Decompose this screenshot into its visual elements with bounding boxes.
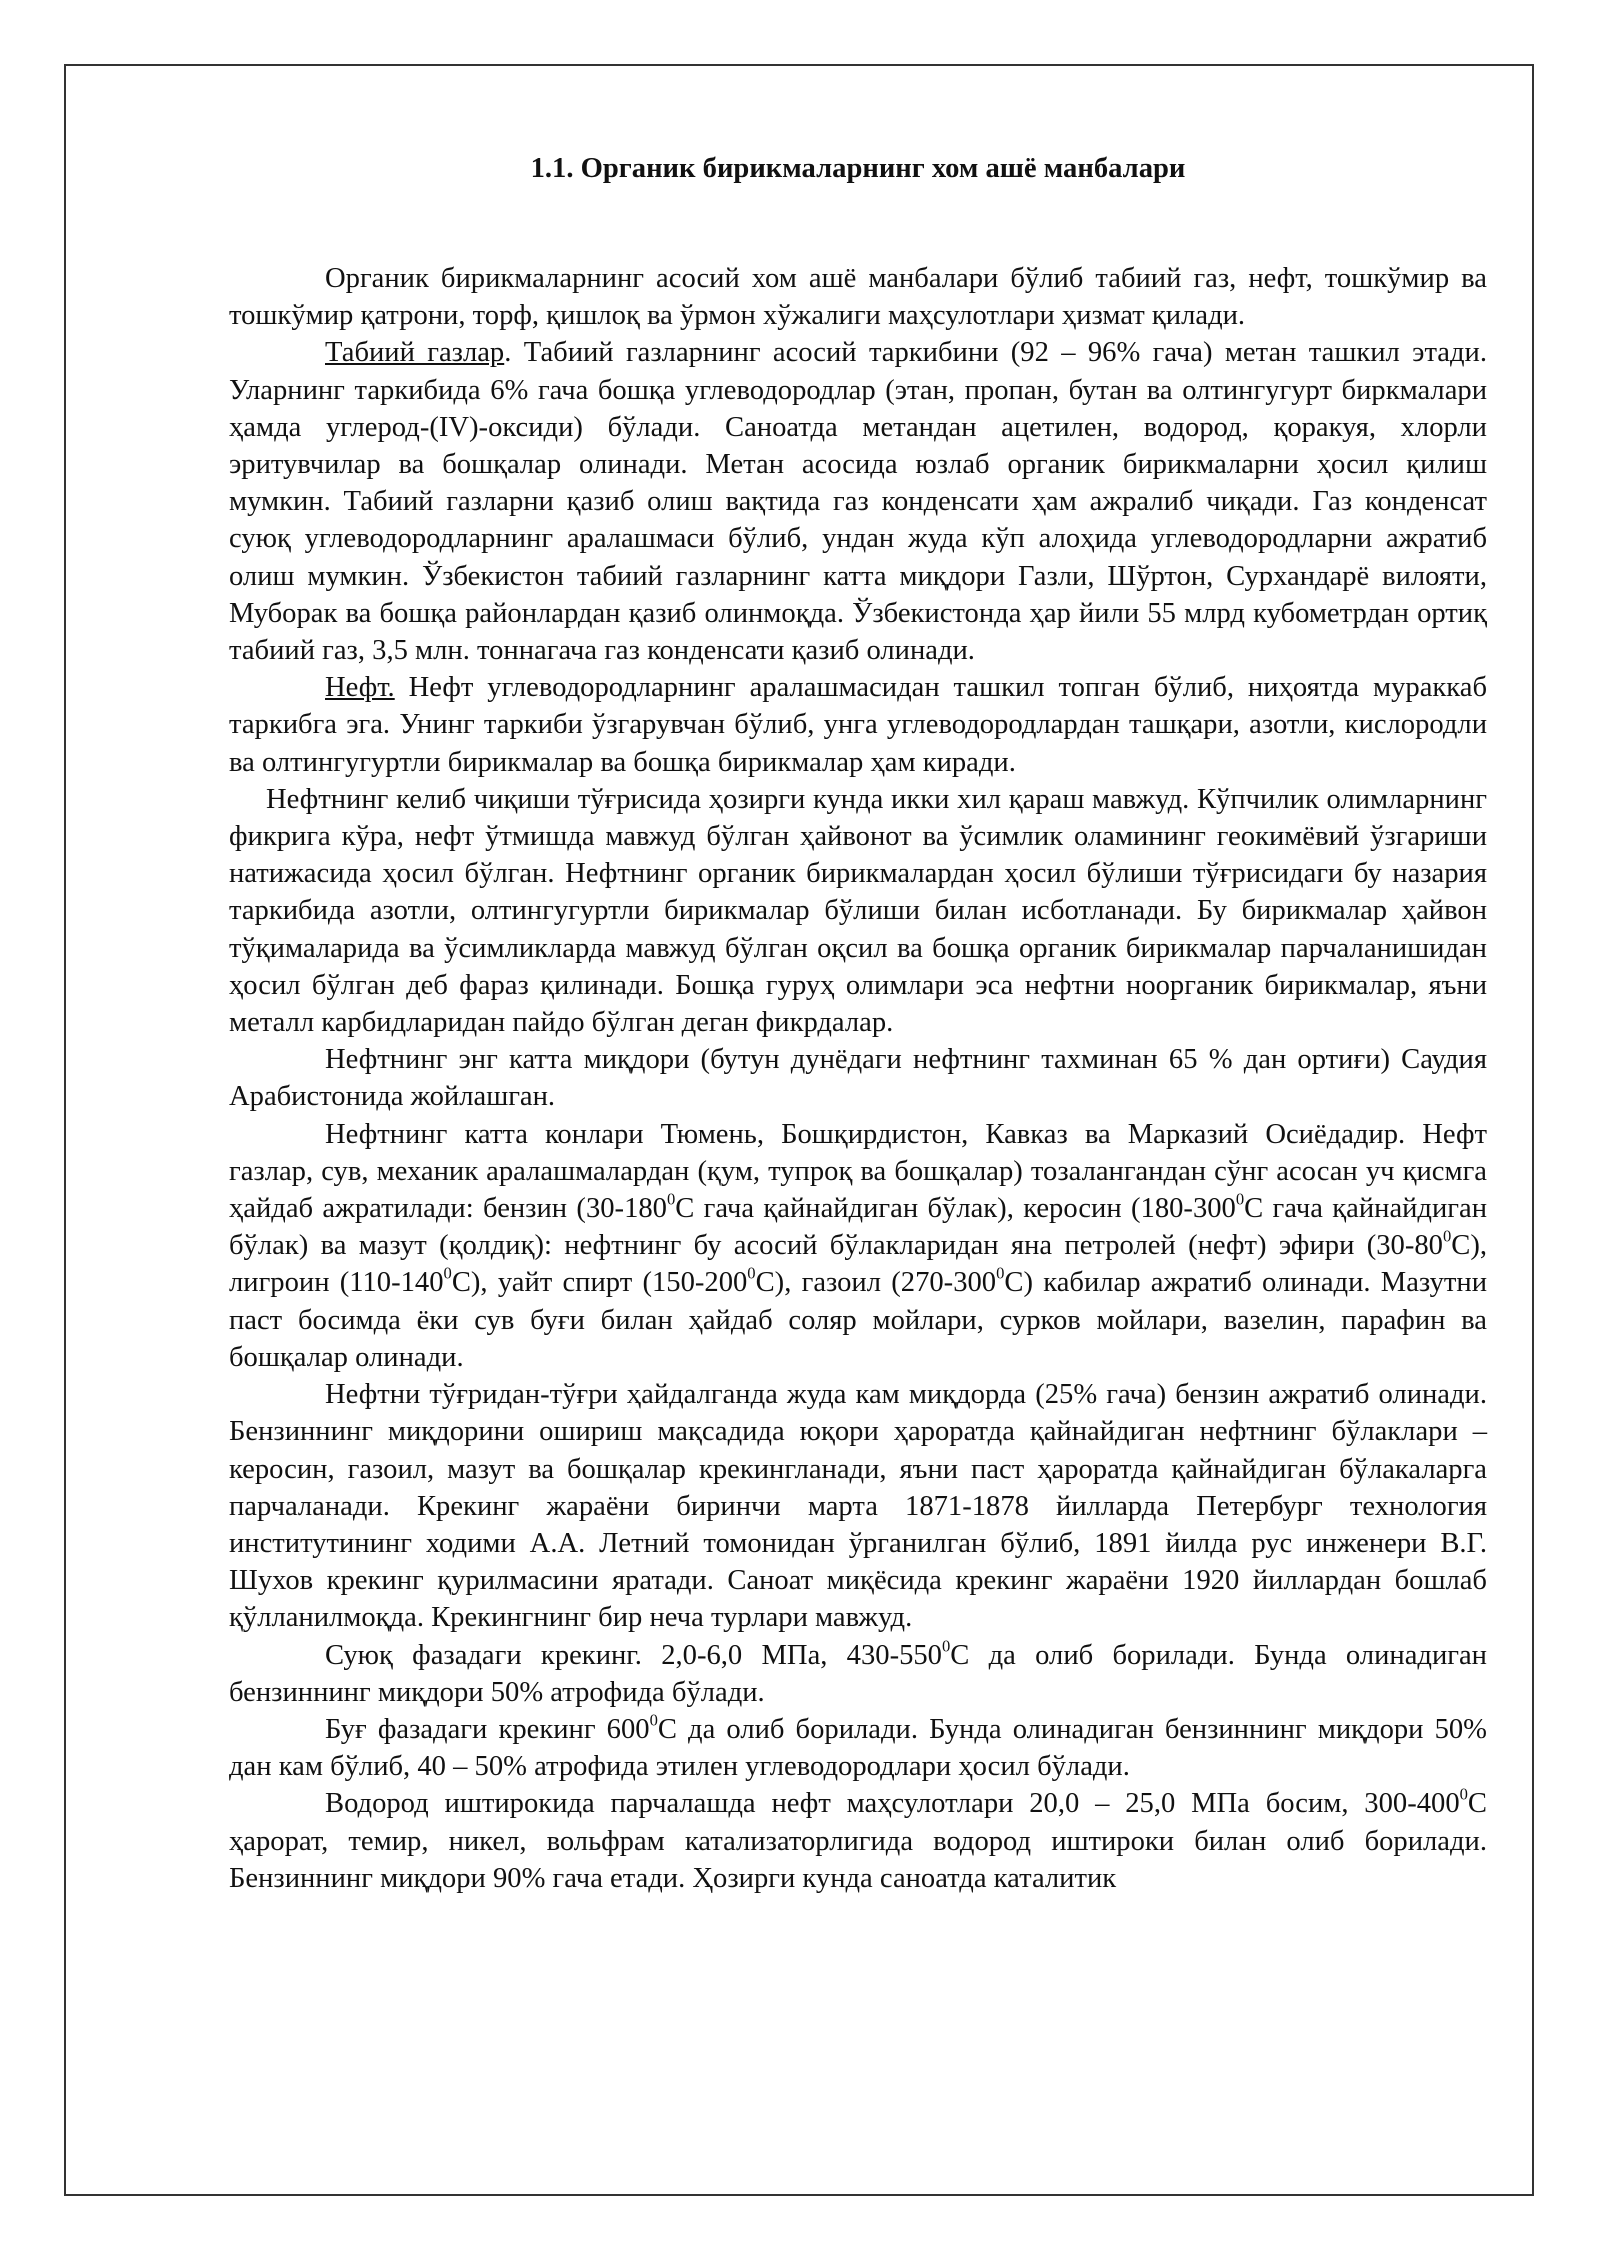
degree-mark: 0 xyxy=(1459,1784,1468,1804)
paragraph-hydrocracking: Водород иштирокида парчалашда нефт маҳсулотлари 20,0 – 25,0 МПа босим, $300-400^0С$ ҳарорат, темир, никел, вольфрам катализаторлигида водород иштироки билан олиб борилади. Бензиннинг миқдори 90% гача етади. Ҳозирги кунда саноатда каталитик xyxy=(229,1784,1487,1894)
paragraph-natural-gas: Табиий газлар. Табиий газларнинг асосий таркибини (92 – 96% гача) метан ташкил этади. Уларнинг таркибида 6% гача бошқа углеводородлар (этан, пропан, бутан ва олтингугурт биркмалари ҳамда углерод-(IV)-оксиди) бўлади. Саноатда метандан ацетилен, водород, қоракуя, хлорли эритувчилар ва бошқалар олинади. Метан асосида юзлаб органик бирикмаларни ҳосил қилиш мумкин. Табиий газларни қазиб олиш вақтида газ конденсати ҳам ажралиб чиқади. Газ конденсат суюқ углеводородларнинг аралашмаси бўлиб, ундан жуда кўп алоҳида углеводородларни ажратиб олиш мумкин. Ўзбекистон табиий газларнинг катта миқдори Газли, Шўртон, Сурхандарё вилояти, Муборак ва бошқа районлардан қазиб олинмоқда. Ўзбекистонда ҳар йили 55 млрд кубометрдан ортиқ табиий газ, 3,5 млн. тоннагача газ конденсати қазиб олинади. xyxy=(229,337,1487,667)
paragraph-oil: Нефт. Нефт углеводородларнинг аралашмасидан ташкил топган бўлиб, ниҳоятда мураккаб таркибга эга. Унинг таркиби ўзгарувчан бўлиб, унга углеводородлардан ташқари, азотли, кислородли ва олтингугуртли бирикмалар ва бошқа бирикмалар ҳам киради. xyxy=(229,672,1487,778)
degree-mark: 0 xyxy=(1442,1226,1452,1246)
degree-mark: 0 xyxy=(1235,1189,1245,1209)
oil-heading: Нефт. xyxy=(325,672,395,704)
degree-mark: 0 xyxy=(443,1264,452,1284)
degree-mark: 0 xyxy=(747,1264,756,1284)
section-title: 1.1. Органик бирикмаларнинг хом ашё манбалари xyxy=(530,153,1186,184)
paragraph-intro: Органик бирикмаларнинг асосий хом ашё манбалари бўлиб табиий газ, нефт, тошкўмир ва тошкўмир қатрони, торф, қишлоқ ва ўрмон хўжалиги маҳсулотлари ҳизмат қилади. xyxy=(229,263,1487,332)
paragraph-liquid-phase-cracking: Суюқ фазадаги крекинг. 2,0-6,0 МПа, $430-550^0С$ да олиб борилади. Бунда олинадиган бензиннинг миқдори 50% атрофида бўлади. xyxy=(229,1636,1487,1708)
degree-mark: 0 xyxy=(996,1264,1005,1284)
degree-mark: 0 xyxy=(649,1710,658,1730)
natural-gas-heading: Табиий газлар xyxy=(325,337,505,369)
paragraph-cracking: Нефтни тўғридан-тўғри ҳайдалганда жуда кам миқдорда (25% гача) бензин ажратиб олинади. Бензиннинг миқдорини ошириш мақсадида юқори ҳароратда қайнайдиган нефтнинг бўлаклари – керосин, газоил, мазут ва бошқалар крекингланади, яъни паст ҳароратда қайнайдиган бўлакаларга парчаланади. Крекинг жараёни биринчи марта 1871-1878 йилларда Петербург технология институтининг ходими А.А. Летний томонидан ўрганилган бўлиб, 1891 йилда рус инженери В.Г. Шухов крекинг қурилмасини яратади. Саноат миқёсида крекинг жараёни 1920 йиллардан бошлаб қўлланилмоқда. Крекингнинг бир неча турлари мавжуд. xyxy=(229,1379,1487,1634)
paragraph-oil-fractions: Нефтнинг катта конлари Тюмень, Бошқирдистон, Кавказ ва Марказий Осиёдадир. Нефт газлар, сув, механик аралашмалардан (қум, тупроқ ва бошқалар) тозалангандан сўнг асосан уч қисмга ҳайдаб ажратилади: бензин ($30-180^0С$ гача қайнайдиган бўлак), керосин ($180-300^0С$ гача қайнайдиган бўлак) ва мазут (қолдиқ): нефтнинг бу асосий бўлакларидан яна петролей (нефт) эфири $(30-80^0С)$, лигроин $(110-140^0С)$, уайт спирт $(150-200^0С)$, газоил $(270-300^0С)$ кабилар ажратиб олинади. Мазутни паст босимда ёки сув буғи билан ҳайдаб соляр мойлари, сурков мойлари, вазелин, парафин ва бошқалар олинади. xyxy=(229,1118,1488,1373)
document-body xyxy=(229,150,1487,1897)
degree-mark: 0 xyxy=(941,1636,951,1656)
degree-mark: 0 xyxy=(666,1189,676,1209)
paragraph-vapor-phase-cracking: Буғ фазадаги крекинг $600^0С$ да олиб борилади. Бунда олинадиган бензиннинг миқдори 50% дан кам бўлиб, 40 – 50% атрофида этилен углеводородлари ҳосил бўлади. xyxy=(229,1710,1487,1783)
paragraph-oil-reserves: Нефтнинг энг катта миқдори (бутун дунёдаги нефтнинг тахминан 65 % дан ортиғи) Саудия Арабистонида жойлашган. xyxy=(229,1044,1487,1113)
paragraph-oil-origin: Нефтнинг келиб чиқиши тўғрисида ҳозирги кунда икки хил қараш мавжуд. Кўпчилик олимларнинг фикрига кўра, нефт ўтмишда мавжуд бўлган ҳайвонот ва ўсимлик оламининг геокимёвий ўзгариши натижасида ҳосил бўлган. Нефтнинг органик бирикмалардан ҳосил бўлиши тўғрисидаги бу назария таркибида азотли, олтингугуртли бирикмалар бўлиши билан исботланади. Бу бирикмалар ҳайвон тўқималарида ва ўсимликларда мавжуд бўлган оқсил ва бошқа органик бирикмалар парчаланишидан ҳосил бўлган деб фараз қилинади. Бошқа гуруҳ олимлари эса нефтни ноорганик бирикмалар, яъни металл карбидларидан пайдо бўлган деган фикрдалар. xyxy=(229,783,1487,1039)
